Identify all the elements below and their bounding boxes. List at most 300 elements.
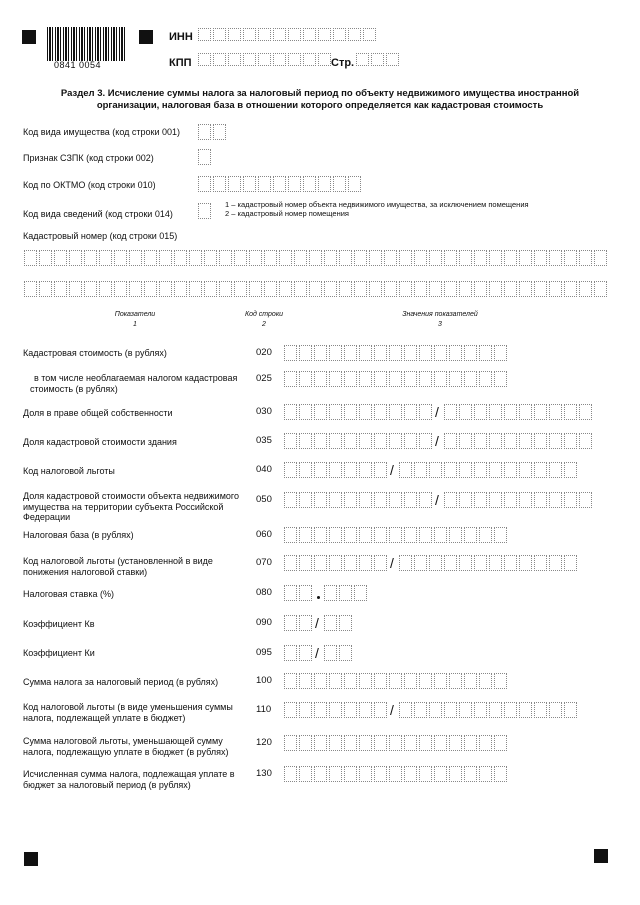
- input-cell[interactable]: [314, 555, 327, 571]
- input-cell[interactable]: [489, 492, 502, 508]
- input-cell[interactable]: [354, 585, 367, 601]
- input-cell[interactable]: [374, 766, 387, 782]
- input-cell[interactable]: [144, 281, 157, 297]
- input-cell[interactable]: [54, 250, 67, 266]
- input-cell[interactable]: [534, 492, 547, 508]
- input-cell[interactable]: [444, 702, 457, 718]
- input-cell[interactable]: [359, 702, 372, 718]
- input-cell[interactable]: [299, 766, 312, 782]
- input-cell[interactable]: [344, 555, 357, 571]
- input-cell[interactable]: [504, 462, 517, 478]
- input-cell[interactable]: [489, 433, 502, 449]
- input-cell[interactable]: [333, 176, 346, 192]
- input-cell[interactable]: [564, 702, 577, 718]
- input-cell[interactable]: [314, 702, 327, 718]
- input-cell[interactable]: [444, 281, 457, 297]
- input-cell[interactable]: [309, 250, 322, 266]
- input-cell[interactable]: [344, 345, 357, 361]
- input-cell[interactable]: [479, 735, 492, 751]
- input-cell[interactable]: [213, 53, 226, 66]
- input-cell[interactable]: [399, 702, 412, 718]
- input-cell[interactable]: [389, 673, 402, 689]
- input-cell[interactable]: [359, 766, 372, 782]
- input-cell[interactable]: [404, 673, 417, 689]
- input-cell[interactable]: [474, 492, 487, 508]
- input-cell[interactable]: [299, 645, 312, 661]
- input-cell[interactable]: [279, 250, 292, 266]
- input-cell[interactable]: [549, 492, 562, 508]
- input-cell[interactable]: [474, 462, 487, 478]
- input-cell[interactable]: [479, 673, 492, 689]
- input-cell[interactable]: [419, 433, 432, 449]
- input-cell[interactable]: [273, 176, 286, 192]
- input-cell[interactable]: [213, 124, 226, 140]
- input-cell[interactable]: [459, 404, 472, 420]
- input-cell[interactable]: [474, 281, 487, 297]
- input-cell[interactable]: [174, 281, 187, 297]
- input-cell[interactable]: [429, 250, 442, 266]
- input-cell[interactable]: [329, 433, 342, 449]
- input-cell[interactable]: [479, 766, 492, 782]
- input-cell[interactable]: [494, 371, 507, 387]
- input-cell[interactable]: [494, 766, 507, 782]
- input-cell[interactable]: [329, 345, 342, 361]
- input-cell[interactable]: [264, 281, 277, 297]
- input-cell[interactable]: [389, 735, 402, 751]
- input-cell[interactable]: [534, 281, 547, 297]
- row-020-input[interactable]: [284, 345, 509, 361]
- row-100-input[interactable]: [284, 673, 509, 689]
- input-cell[interactable]: [299, 433, 312, 449]
- input-cell[interactable]: [359, 735, 372, 751]
- input-cell[interactable]: [374, 404, 387, 420]
- input-cell[interactable]: [414, 462, 427, 478]
- input-cell[interactable]: [474, 702, 487, 718]
- input-cell[interactable]: [579, 281, 592, 297]
- input-cell[interactable]: [299, 673, 312, 689]
- input-cell[interactable]: [329, 492, 342, 508]
- input-cell[interactable]: [464, 673, 477, 689]
- input-cell[interactable]: [399, 281, 412, 297]
- input-cell[interactable]: [444, 462, 457, 478]
- input-cell[interactable]: [24, 281, 37, 297]
- input-cell[interactable]: [213, 28, 226, 41]
- input-cell[interactable]: [374, 462, 387, 478]
- input-cell[interactable]: [314, 766, 327, 782]
- input-cell[interactable]: [374, 555, 387, 571]
- input-cell[interactable]: [374, 527, 387, 543]
- input-cell[interactable]: [389, 492, 402, 508]
- input-cell[interactable]: [429, 462, 442, 478]
- input-cell[interactable]: [464, 735, 477, 751]
- input-cell[interactable]: [479, 527, 492, 543]
- input-cell[interactable]: [339, 645, 352, 661]
- input-cell[interactable]: [198, 53, 211, 66]
- input-cell[interactable]: [329, 371, 342, 387]
- input-cell[interactable]: [344, 404, 357, 420]
- input-cell[interactable]: [189, 281, 202, 297]
- input-cell[interactable]: [534, 462, 547, 478]
- input-cell[interactable]: [444, 404, 457, 420]
- input-cell[interactable]: [329, 527, 342, 543]
- input-cell[interactable]: [444, 555, 457, 571]
- input-cell[interactable]: [344, 702, 357, 718]
- input-cell[interactable]: [354, 281, 367, 297]
- input-cell[interactable]: [399, 555, 412, 571]
- input-cell[interactable]: [444, 250, 457, 266]
- row-095-input[interactable]: [324, 645, 354, 661]
- input-cell[interactable]: [284, 645, 297, 661]
- input-cell[interactable]: [54, 281, 67, 297]
- input-cell[interactable]: [564, 281, 577, 297]
- input-cell[interactable]: [504, 404, 517, 420]
- input-cell[interactable]: [534, 702, 547, 718]
- row-070-input[interactable]: [284, 555, 389, 571]
- input-cell[interactable]: [374, 735, 387, 751]
- input-cell[interactable]: [434, 735, 447, 751]
- input-cell[interactable]: [114, 281, 127, 297]
- input-cell[interactable]: [444, 492, 457, 508]
- input-cell[interactable]: [314, 673, 327, 689]
- input-cell[interactable]: [189, 250, 202, 266]
- input-cell[interactable]: [294, 250, 307, 266]
- input-cell[interactable]: [129, 281, 142, 297]
- input-cell[interactable]: [284, 345, 297, 361]
- input-cell[interactable]: [414, 702, 427, 718]
- input-cell[interactable]: [299, 735, 312, 751]
- row-080-input[interactable]: [284, 585, 314, 601]
- input-cell[interactable]: [339, 281, 352, 297]
- row-030-input[interactable]: [444, 404, 594, 420]
- input-cell[interactable]: [389, 404, 402, 420]
- input-cell[interactable]: [284, 702, 297, 718]
- input-cell[interactable]: [249, 281, 262, 297]
- input-cell[interactable]: [359, 462, 372, 478]
- input-cell[interactable]: [419, 766, 432, 782]
- row-090-input[interactable]: [324, 615, 354, 631]
- input-cell[interactable]: [299, 527, 312, 543]
- input-cell[interactable]: [414, 250, 427, 266]
- input-cell[interactable]: [359, 555, 372, 571]
- input-cell[interactable]: [399, 250, 412, 266]
- input-cell[interactable]: [174, 250, 187, 266]
- row-110-input[interactable]: [284, 702, 389, 718]
- row-110-input[interactable]: [399, 702, 579, 718]
- row-050-input[interactable]: [284, 492, 434, 508]
- input-cell[interactable]: [159, 250, 172, 266]
- row-130-input[interactable]: [284, 766, 509, 782]
- input-cell[interactable]: [314, 345, 327, 361]
- input-cell[interactable]: [504, 250, 517, 266]
- input-cell[interactable]: [444, 433, 457, 449]
- input-cell[interactable]: [299, 492, 312, 508]
- input-cell[interactable]: [464, 345, 477, 361]
- input-cell[interactable]: [374, 492, 387, 508]
- input-cell[interactable]: [459, 462, 472, 478]
- input-cell[interactable]: [144, 250, 157, 266]
- input-cell[interactable]: [404, 492, 417, 508]
- input-cell[interactable]: [354, 250, 367, 266]
- input-cell[interactable]: [464, 766, 477, 782]
- input-cell[interactable]: [369, 281, 382, 297]
- input-cell[interactable]: [243, 176, 256, 192]
- input-cell[interactable]: [489, 404, 502, 420]
- input-cell[interactable]: [419, 404, 432, 420]
- page-number-field[interactable]: [356, 53, 401, 66]
- input-cell[interactable]: [198, 124, 211, 140]
- input-cell[interactable]: [213, 176, 226, 192]
- input-cell[interactable]: [479, 345, 492, 361]
- input-cell[interactable]: [329, 404, 342, 420]
- input-cell[interactable]: [258, 28, 271, 41]
- input-cell[interactable]: [228, 53, 241, 66]
- input-cell[interactable]: [314, 371, 327, 387]
- input-cell[interactable]: [519, 702, 532, 718]
- input-cell[interactable]: [504, 492, 517, 508]
- input-cell[interactable]: [324, 585, 337, 601]
- input-cell[interactable]: [519, 281, 532, 297]
- input-cell[interactable]: [329, 555, 342, 571]
- input-cell[interactable]: [519, 462, 532, 478]
- input-cell[interactable]: [314, 462, 327, 478]
- input-cell[interactable]: [344, 673, 357, 689]
- input-cell[interactable]: [243, 53, 256, 66]
- input-cell[interactable]: [299, 345, 312, 361]
- input-cell[interactable]: [549, 433, 562, 449]
- input-cell[interactable]: [434, 371, 447, 387]
- field-001-input[interactable]: [198, 124, 228, 140]
- input-cell[interactable]: [284, 433, 297, 449]
- input-cell[interactable]: [404, 371, 417, 387]
- input-cell[interactable]: [234, 250, 247, 266]
- input-cell[interactable]: [399, 462, 412, 478]
- input-cell[interactable]: [594, 250, 607, 266]
- input-cell[interactable]: [564, 404, 577, 420]
- field-014-input[interactable]: [198, 203, 213, 219]
- input-cell[interactable]: [284, 735, 297, 751]
- input-cell[interactable]: [564, 250, 577, 266]
- input-cell[interactable]: [449, 527, 462, 543]
- field-010-input[interactable]: [198, 176, 363, 192]
- input-cell[interactable]: [159, 281, 172, 297]
- input-cell[interactable]: [519, 250, 532, 266]
- input-cell[interactable]: [479, 371, 492, 387]
- input-cell[interactable]: [419, 527, 432, 543]
- input-cell[interactable]: [344, 492, 357, 508]
- row-095-input[interactable]: [284, 645, 314, 661]
- input-cell[interactable]: [374, 433, 387, 449]
- input-cell[interactable]: [198, 28, 211, 41]
- input-cell[interactable]: [449, 371, 462, 387]
- input-cell[interactable]: [204, 281, 217, 297]
- input-cell[interactable]: [279, 281, 292, 297]
- input-cell[interactable]: [464, 371, 477, 387]
- input-cell[interactable]: [219, 281, 232, 297]
- input-cell[interactable]: [434, 345, 447, 361]
- input-cell[interactable]: [69, 281, 82, 297]
- input-cell[interactable]: [404, 527, 417, 543]
- input-cell[interactable]: [474, 250, 487, 266]
- input-cell[interactable]: [374, 371, 387, 387]
- input-cell[interactable]: [284, 492, 297, 508]
- input-cell[interactable]: [489, 250, 502, 266]
- input-cell[interactable]: [474, 555, 487, 571]
- input-cell[interactable]: [273, 53, 286, 66]
- input-cell[interactable]: [339, 585, 352, 601]
- input-cell[interactable]: [339, 615, 352, 631]
- input-cell[interactable]: [549, 404, 562, 420]
- input-cell[interactable]: [284, 766, 297, 782]
- input-cell[interactable]: [359, 673, 372, 689]
- input-cell[interactable]: [384, 250, 397, 266]
- input-cell[interactable]: [288, 53, 301, 66]
- input-cell[interactable]: [434, 766, 447, 782]
- input-cell[interactable]: [284, 462, 297, 478]
- input-cell[interactable]: [534, 433, 547, 449]
- input-cell[interactable]: [374, 673, 387, 689]
- input-cell[interactable]: [348, 28, 361, 41]
- input-cell[interactable]: [99, 250, 112, 266]
- row-035-input[interactable]: [444, 433, 594, 449]
- input-cell[interactable]: [374, 702, 387, 718]
- input-cell[interactable]: [389, 345, 402, 361]
- cadastral-number-row2[interactable]: [24, 281, 609, 297]
- row-035-input[interactable]: [284, 433, 434, 449]
- input-cell[interactable]: [24, 250, 37, 266]
- input-cell[interactable]: [534, 404, 547, 420]
- input-cell[interactable]: [314, 492, 327, 508]
- input-cell[interactable]: [284, 673, 297, 689]
- input-cell[interactable]: [419, 345, 432, 361]
- input-cell[interactable]: [324, 615, 337, 631]
- input-cell[interactable]: [363, 28, 376, 41]
- input-cell[interactable]: [243, 28, 256, 41]
- input-cell[interactable]: [299, 615, 312, 631]
- input-cell[interactable]: [449, 345, 462, 361]
- input-cell[interactable]: [359, 527, 372, 543]
- row-030-input[interactable]: [284, 404, 434, 420]
- input-cell[interactable]: [299, 404, 312, 420]
- row-060-input[interactable]: [284, 527, 509, 543]
- input-cell[interactable]: [359, 404, 372, 420]
- row-120-input[interactable]: [284, 735, 509, 751]
- input-cell[interactable]: [464, 527, 477, 543]
- input-cell[interactable]: [359, 345, 372, 361]
- input-cell[interactable]: [429, 702, 442, 718]
- input-cell[interactable]: [579, 404, 592, 420]
- input-cell[interactable]: [474, 404, 487, 420]
- input-cell[interactable]: [404, 766, 417, 782]
- input-cell[interactable]: [204, 250, 217, 266]
- input-cell[interactable]: [389, 527, 402, 543]
- input-cell[interactable]: [264, 250, 277, 266]
- input-cell[interactable]: [318, 176, 331, 192]
- input-cell[interactable]: [228, 28, 241, 41]
- input-cell[interactable]: [564, 433, 577, 449]
- input-cell[interactable]: [519, 555, 532, 571]
- input-cell[interactable]: [549, 281, 562, 297]
- row-040-input[interactable]: [284, 462, 389, 478]
- input-cell[interactable]: [489, 702, 502, 718]
- input-cell[interactable]: [333, 28, 346, 41]
- input-cell[interactable]: [359, 433, 372, 449]
- input-cell[interactable]: [329, 702, 342, 718]
- input-cell[interactable]: [344, 462, 357, 478]
- input-cell[interactable]: [504, 702, 517, 718]
- input-cell[interactable]: [324, 250, 337, 266]
- input-cell[interactable]: [299, 462, 312, 478]
- input-cell[interactable]: [419, 735, 432, 751]
- input-cell[interactable]: [419, 492, 432, 508]
- input-cell[interactable]: [258, 53, 271, 66]
- row-025-input[interactable]: [284, 371, 509, 387]
- input-cell[interactable]: [303, 53, 316, 66]
- input-cell[interactable]: [299, 555, 312, 571]
- input-cell[interactable]: [459, 250, 472, 266]
- input-cell[interactable]: [429, 281, 442, 297]
- input-cell[interactable]: [389, 371, 402, 387]
- input-cell[interactable]: [198, 149, 211, 165]
- input-cell[interactable]: [374, 345, 387, 361]
- input-cell[interactable]: [294, 281, 307, 297]
- input-cell[interactable]: [344, 527, 357, 543]
- input-cell[interactable]: [344, 433, 357, 449]
- input-cell[interactable]: [344, 371, 357, 387]
- input-cell[interactable]: [504, 281, 517, 297]
- input-cell[interactable]: [249, 250, 262, 266]
- input-cell[interactable]: [234, 281, 247, 297]
- input-cell[interactable]: [314, 433, 327, 449]
- input-cell[interactable]: [494, 735, 507, 751]
- input-cell[interactable]: [489, 462, 502, 478]
- input-cell[interactable]: [219, 250, 232, 266]
- input-cell[interactable]: [198, 176, 211, 192]
- input-cell[interactable]: [449, 673, 462, 689]
- row-090-input[interactable]: [284, 615, 314, 631]
- input-cell[interactable]: [348, 176, 361, 192]
- input-cell[interactable]: [386, 53, 399, 66]
- input-cell[interactable]: [288, 176, 301, 192]
- input-cell[interactable]: [404, 735, 417, 751]
- input-cell[interactable]: [549, 250, 562, 266]
- input-cell[interactable]: [519, 492, 532, 508]
- input-cell[interactable]: [564, 555, 577, 571]
- input-cell[interactable]: [84, 281, 97, 297]
- input-cell[interactable]: [494, 527, 507, 543]
- input-cell[interactable]: [579, 492, 592, 508]
- input-cell[interactable]: [504, 555, 517, 571]
- input-cell[interactable]: [329, 735, 342, 751]
- input-cell[interactable]: [459, 555, 472, 571]
- input-cell[interactable]: [594, 281, 607, 297]
- input-cell[interactable]: [449, 735, 462, 751]
- input-cell[interactable]: [414, 555, 427, 571]
- row-070-input[interactable]: [399, 555, 579, 571]
- input-cell[interactable]: [419, 673, 432, 689]
- input-cell[interactable]: [318, 53, 331, 66]
- input-cell[interactable]: [534, 555, 547, 571]
- input-cell[interactable]: [39, 250, 52, 266]
- input-cell[interactable]: [371, 53, 384, 66]
- input-cell[interactable]: [579, 250, 592, 266]
- input-cell[interactable]: [258, 176, 271, 192]
- input-cell[interactable]: [309, 281, 322, 297]
- cadastral-number-row1[interactable]: [24, 250, 609, 266]
- input-cell[interactable]: [114, 250, 127, 266]
- input-cell[interactable]: [284, 585, 297, 601]
- input-cell[interactable]: [549, 462, 562, 478]
- input-cell[interactable]: [284, 555, 297, 571]
